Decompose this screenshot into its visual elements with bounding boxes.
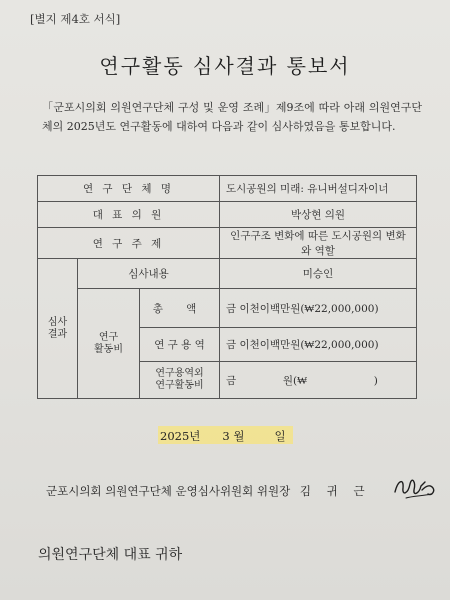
review-result-table (37, 175, 417, 399)
date-month: 3 월 (222, 429, 245, 443)
issuer-name: 김 귀 근 (299, 484, 371, 498)
issuer-line (46, 483, 371, 499)
total-amount-value: 금 이천이백만원(₩22,000,000) (220, 289, 417, 328)
date-day: 일 (274, 429, 286, 443)
form-code: [별지 제4호 서식] (30, 12, 121, 26)
other-cost-end: ) (373, 374, 378, 387)
activity-cost-label: 연구 활동비 (78, 289, 140, 399)
group-name-label: 연 구 단 체 명 (38, 176, 220, 202)
representative-label: 대 표 의 원 (38, 202, 220, 228)
issuer-organization: 군포시의회 의원연구단체 운영심사위원회 위원장 (46, 484, 291, 498)
table-row-total (38, 289, 417, 328)
other-cost-value (220, 362, 417, 399)
representative-value: 박상현 의원 (220, 202, 417, 228)
other-cost-prefix: 금 (226, 374, 237, 387)
other-cost-suffix: 원(₩ (282, 374, 307, 387)
recipient-line: 의원연구단체 대표 귀하 (38, 547, 183, 563)
issue-date (160, 428, 286, 444)
notice-body-text: 「군포시의회 의원연구단체 구성 및 운영 조례」제9조에 따라 아래 의원연구단체의 2025년도 연구활동에 대하여 다음과 같이 심사하였음을 통보합니다. (42, 101, 422, 133)
review-result-label: 심사 결과 (38, 259, 78, 399)
table-row-topic (38, 228, 417, 259)
other-cost-label: 연구용역외 연구활동비 (140, 362, 220, 399)
research-service-value: 금 이천이백만원(₩22,000,000) (220, 328, 417, 362)
document-title: 연구활동 심사결과 통보서 (99, 54, 351, 78)
table-row-representative (38, 202, 417, 228)
review-content-label: 심사내용 (78, 259, 220, 289)
research-service-label: 연 구 용 역 (140, 328, 220, 362)
topic-label: 연 구 주 제 (38, 228, 220, 259)
date-year: 2025년 (160, 429, 201, 443)
table-row-group-name (38, 176, 417, 202)
total-amount-label: 총 액 (140, 289, 220, 328)
group-name-value: 도시공원의 미래: 유니버설디자이너 (220, 176, 417, 202)
table-row-review-content (38, 259, 417, 289)
review-content-value: 미승인 (220, 259, 417, 289)
handwritten-signature (392, 472, 438, 502)
topic-value: 인구구조 변화에 따른 도시공원의 변화와 역할 (220, 228, 417, 259)
